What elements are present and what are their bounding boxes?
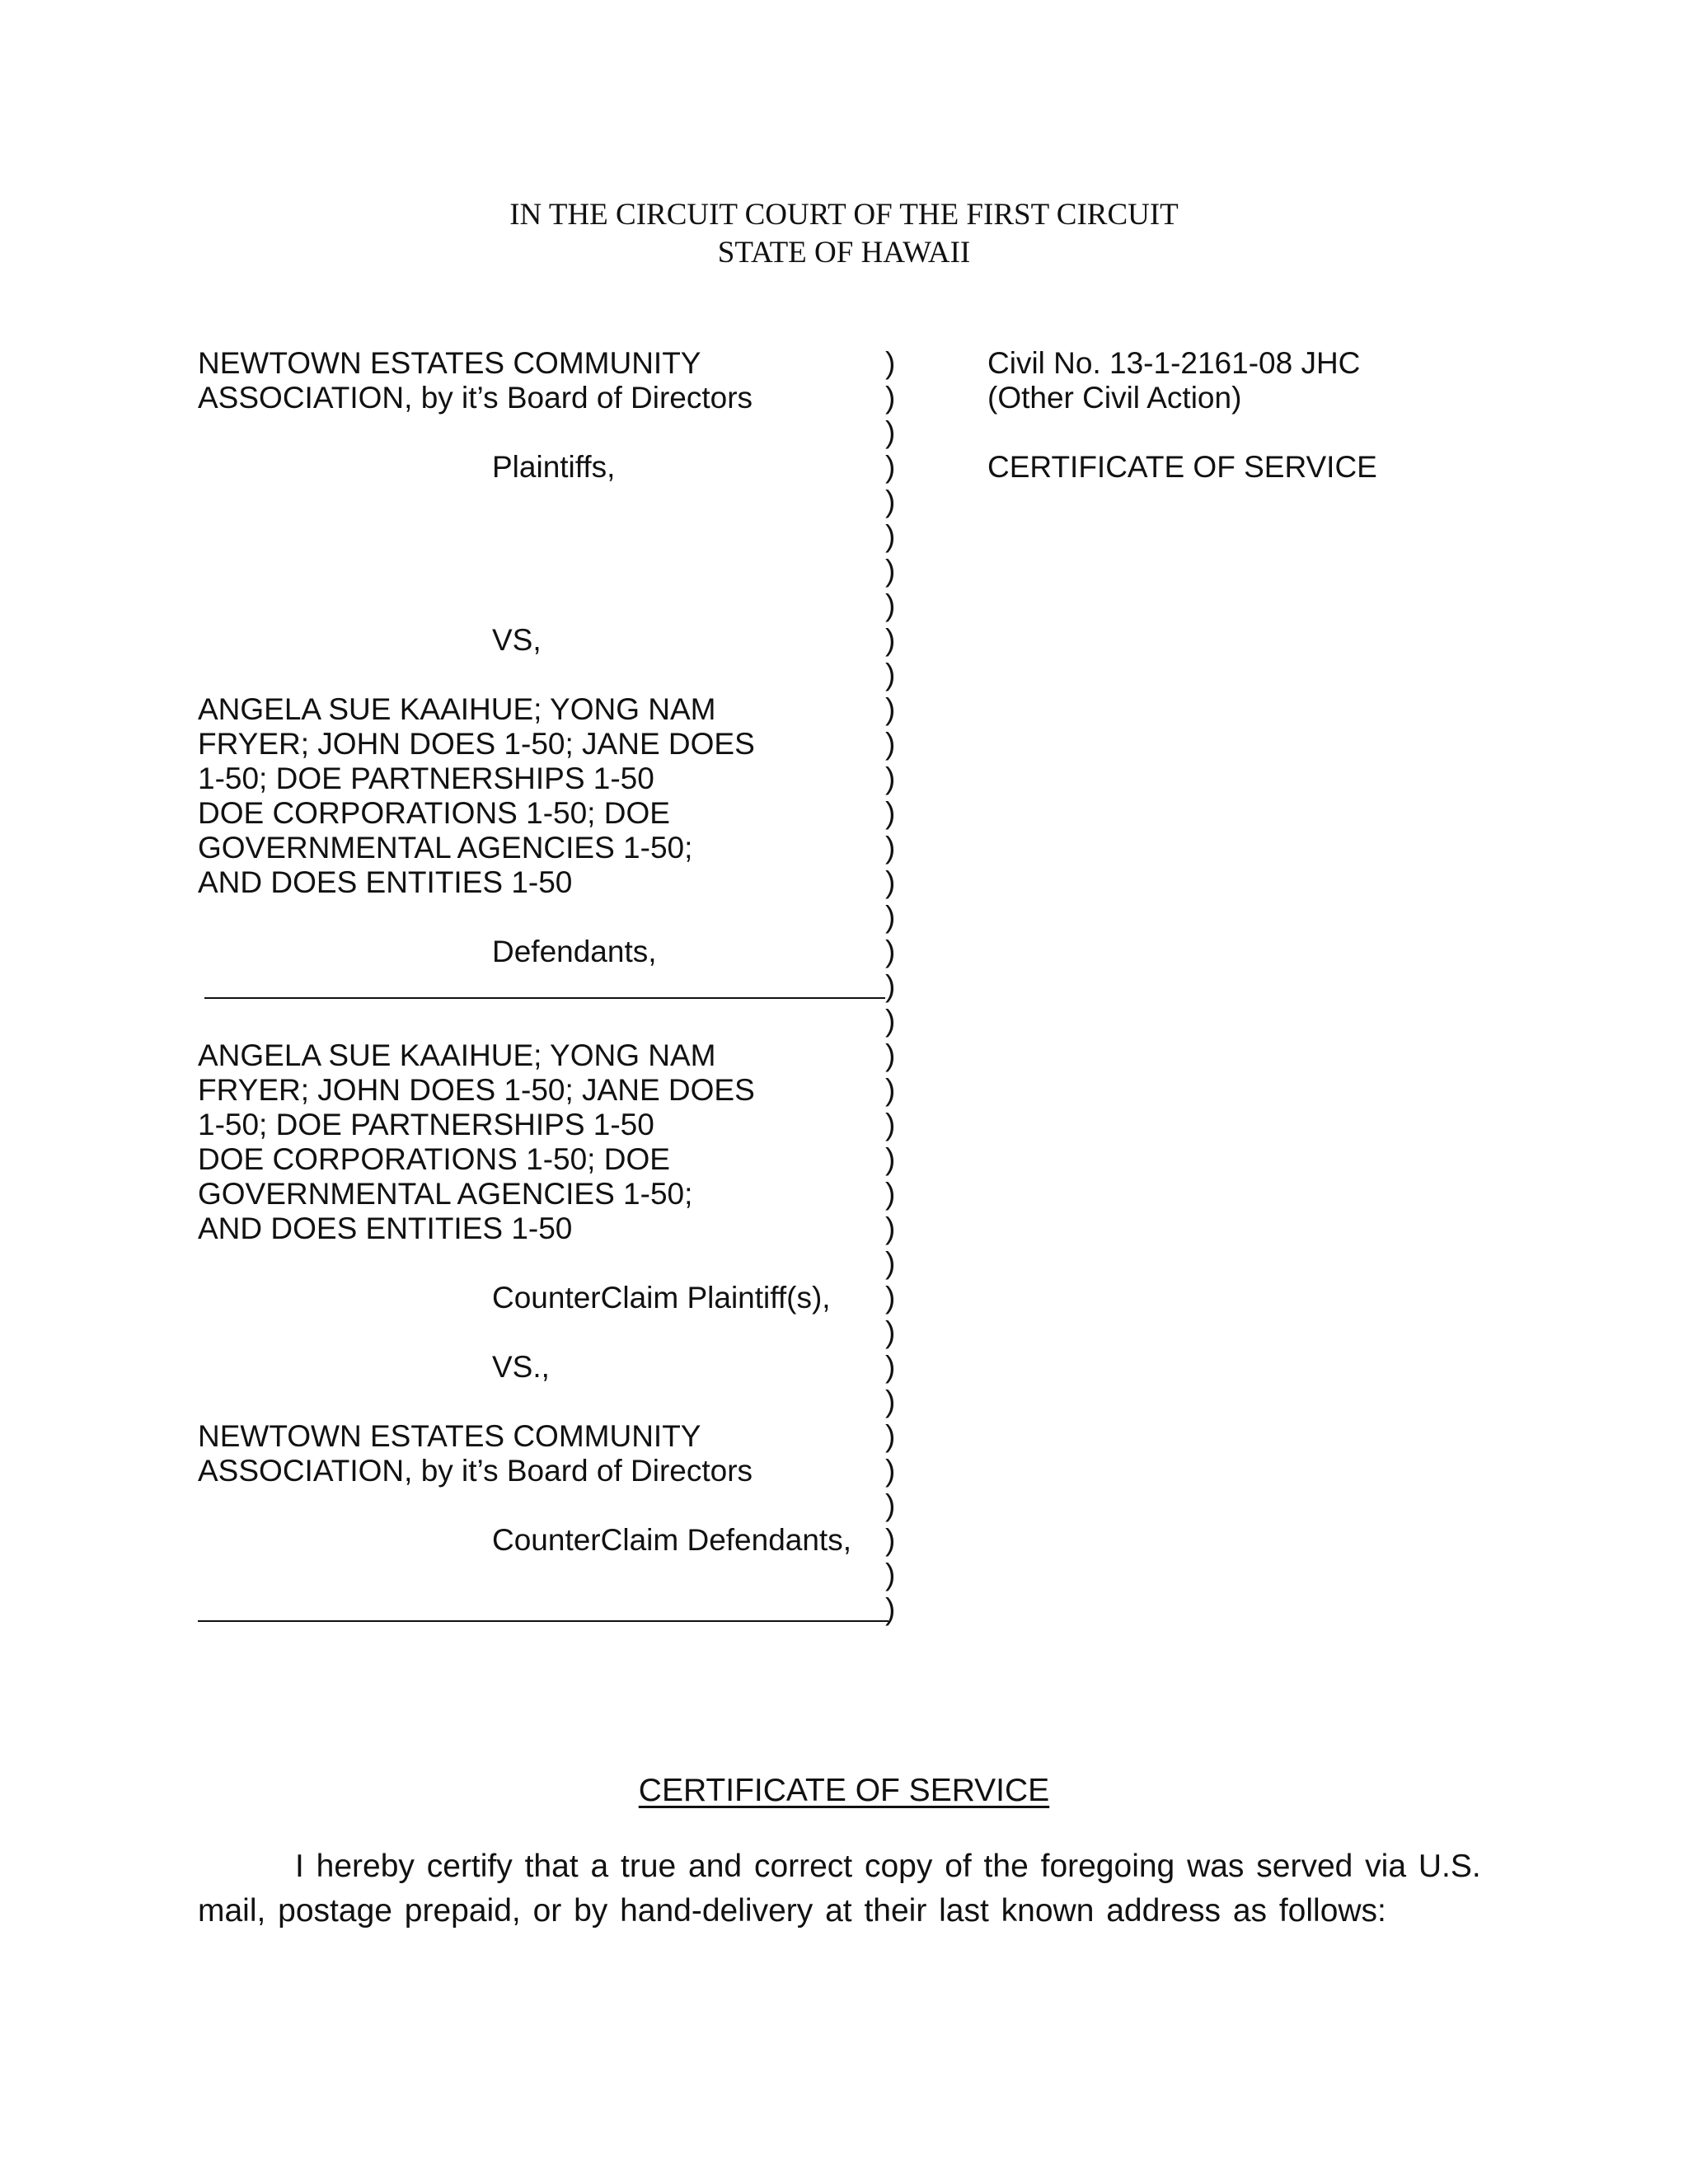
caption-bracket: ): [885, 1108, 896, 1141]
caption-bracket: ): [885, 1281, 896, 1315]
caption-bracket: ): [885, 554, 896, 588]
counterclaim-plaintiffs-label: CounterClaim Plaintiff(s),: [492, 1281, 831, 1315]
defendant-name-line: DOE CORPORATIONS 1-50; DOE: [198, 796, 670, 830]
caption-bracket: ): [885, 519, 896, 553]
caption-bracket: ): [885, 588, 896, 622]
certificate-body: I hereby certify that a true and correct copy of the foregoing was served via U.S. mail, postage prepaid, or by hand-delivery at their last known address as follows:: [198, 1849, 1481, 1929]
document-title: CERTIFICATE OF SERVICE: [987, 450, 1377, 484]
defendant-name-line: ANGELA SUE KAAIHUE; YONG NAM: [198, 692, 716, 726]
caption-parties: [198, 346, 898, 1627]
caption-bracket: ): [885, 1488, 896, 1522]
blank-line: [198, 485, 898, 519]
caption-bracket: ): [885, 1419, 896, 1453]
blank-line: [198, 658, 898, 692]
defendant-name-line: GOVERNMENTAL AGENCIES 1-50;: [198, 831, 693, 865]
defendant-name-line: AND DOES ENTITIES 1-50: [198, 865, 573, 899]
caption-bracket: ): [885, 1592, 896, 1626]
caption-bracket: ): [885, 1246, 896, 1280]
court-header: [0, 196, 1688, 272]
caption-bracket: ): [885, 900, 896, 934]
blank-line: [198, 1004, 898, 1038]
certificate-heading: [0, 1772, 1688, 1810]
caption-bracket: ): [885, 831, 896, 865]
counterclaim-plaintiff-name-line: 1-50; DOE PARTNERSHIPS 1-50: [198, 1108, 654, 1141]
caption-bracket: ): [885, 450, 896, 484]
civil-number: Civil No. 13-1-2161-08 JHC: [987, 346, 1361, 380]
plaintiff-name-line-2: ASSOCIATION, by it’s Board of Directors: [198, 381, 753, 415]
caption-divider-rule: [204, 997, 885, 999]
blank-line: [198, 554, 898, 588]
counterclaim-plaintiff-name-line: ANGELA SUE KAAIHUE; YONG NAM: [198, 1038, 716, 1072]
counterclaim-defendant-name-line-2: ASSOCIATION, by it’s Board of Directors: [198, 1454, 753, 1488]
defendant-name-line: FRYER; JOHN DOES 1-50; JANE DOES: [198, 727, 755, 761]
caption-bracket: ): [885, 381, 896, 415]
caption-bracket: ): [885, 1350, 896, 1384]
caption-bracket: ): [885, 1038, 896, 1072]
plaintiffs-label: Plaintiffs,: [492, 450, 616, 484]
caption-bracket: ): [885, 1177, 896, 1211]
blank-line: [198, 1488, 898, 1523]
blank-line: [198, 588, 898, 623]
counterclaim-plaintiff-name-line: DOE CORPORATIONS 1-50; DOE: [198, 1142, 670, 1176]
caption-bracket: ): [885, 1454, 896, 1488]
caption-bracket: ): [885, 762, 896, 795]
caption-bracket: ): [885, 1315, 896, 1349]
caption-bracket: ): [885, 346, 896, 380]
caption-bracket: ): [885, 935, 896, 968]
caption-bracket: ): [885, 415, 896, 449]
caption-bracket: ): [885, 485, 896, 518]
caption-bracket: ): [885, 1558, 896, 1591]
caption-bracket: ): [885, 796, 896, 830]
counterclaim-defendants-label: CounterClaim Defendants,: [492, 1523, 851, 1557]
caption-bracket: ): [885, 692, 896, 726]
blank-line: [198, 1558, 898, 1592]
versus-label-2: VS.,: [492, 1350, 550, 1384]
action-type: (Other Civil Action): [987, 381, 1242, 415]
blank-line: [198, 1385, 898, 1419]
caption-bracket: ): [885, 1523, 896, 1557]
caption-bracket: ): [885, 1004, 896, 1038]
case-info: [987, 346, 1564, 485]
court-state: STATE OF HAWAII: [717, 236, 971, 269]
caption-bracket: ): [885, 727, 896, 761]
counterclaim-plaintiff-name-line: AND DOES ENTITIES 1-50: [198, 1212, 573, 1245]
caption-bracket-column: [885, 346, 910, 1627]
caption-bracket: ): [885, 969, 896, 1003]
caption-bracket: ): [885, 1073, 896, 1107]
counterclaim-plaintiff-name-line: GOVERNMENTAL AGENCIES 1-50;: [198, 1177, 693, 1211]
blank-line: [198, 415, 898, 450]
caption-bracket: ): [885, 865, 896, 899]
certificate-heading-text: CERTIFICATE OF SERVICE: [638, 1773, 1050, 1808]
caption-bracket: ): [885, 1212, 896, 1245]
plaintiff-name-line-1: NEWTOWN ESTATES COMMUNITY: [198, 346, 701, 380]
caption-bracket: ): [885, 658, 896, 691]
caption-bracket: ): [885, 1142, 896, 1176]
blank-line: [198, 1315, 898, 1350]
defendant-name-line: 1-50; DOE PARTNERSHIPS 1-50: [198, 762, 654, 795]
versus-label: VS,: [492, 623, 542, 657]
blank-line: [198, 519, 898, 554]
caption-bracket: ): [885, 623, 896, 657]
defendants-label: Defendants,: [492, 935, 657, 968]
caption-bracket: ): [885, 1385, 896, 1418]
court-name: IN THE CIRCUIT COURT OF THE FIRST CIRCUIT: [509, 198, 1179, 232]
caption-bottom-rule: [198, 1620, 889, 1622]
blank-line: [198, 900, 898, 935]
counterclaim-defendant-name-line-1: NEWTOWN ESTATES COMMUNITY: [198, 1419, 701, 1453]
blank-line: [198, 1246, 898, 1281]
counterclaim-plaintiff-name-line: FRYER; JOHN DOES 1-50; JANE DOES: [198, 1073, 755, 1107]
